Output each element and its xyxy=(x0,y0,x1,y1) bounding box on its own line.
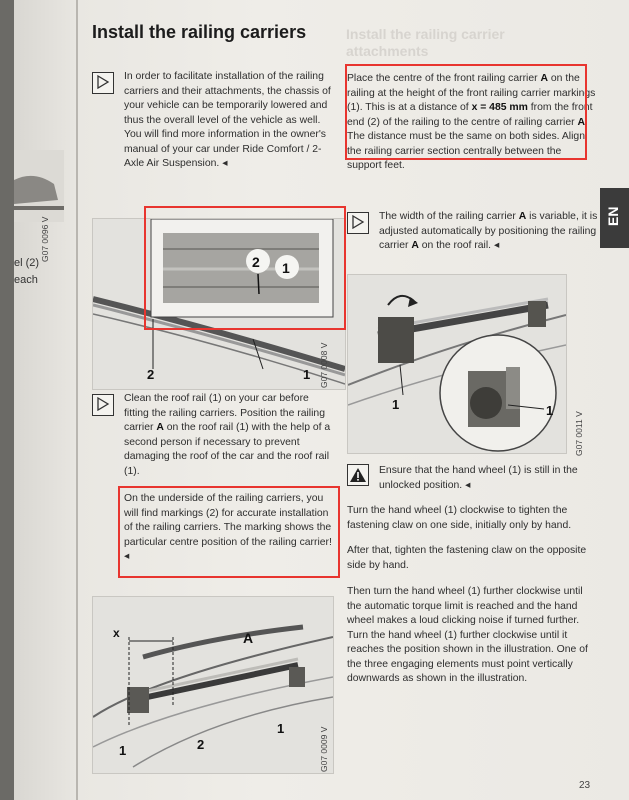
previous-page-figure xyxy=(14,150,64,222)
highlight-box-markings xyxy=(118,486,340,578)
figure3-callout-1b: 1 xyxy=(546,403,554,418)
ghost-heading: Install the railing carrier attachments xyxy=(346,26,505,59)
previous-page-text-2: each xyxy=(14,274,38,286)
inset-callout-2: 2 xyxy=(252,254,260,270)
carrier-position-illustration xyxy=(93,597,333,773)
figure2-callout-1: 1 xyxy=(277,721,285,736)
place-text-part: . The distance must be the same on both sides. Align the railing carrier section centrally between the support feet. xyxy=(347,116,588,171)
figure2-callout-a: A xyxy=(243,630,254,646)
hand-wheel-illustration xyxy=(348,275,566,453)
width-note-text xyxy=(379,210,599,254)
clean-note-bold: A xyxy=(156,422,164,433)
clean-note-text xyxy=(124,392,332,479)
car-seat-illustration xyxy=(14,150,64,222)
previous-page-text-1: el (2) xyxy=(14,257,40,269)
carrier-position-figure xyxy=(92,596,334,774)
manual-page xyxy=(14,0,629,800)
width-note-part: on the roof rail. ◂ xyxy=(418,240,500,251)
figure2-code: G07 0009 V xyxy=(319,726,329,772)
step-text: Turn the hand wheel (1) clockwise to tighten the fastening claw on one side, initially only by hand. xyxy=(347,505,572,531)
figure1-callout-2: 2 xyxy=(147,367,155,382)
width-note-bold: A xyxy=(411,240,419,251)
clean-note-part: Clean the roof rail (1) on your car before fitting the railing carriers. Position the railing carrier xyxy=(124,393,325,433)
inset-callout-1: 1 xyxy=(282,260,290,276)
place-text-part: on the railing at the height of the front railing carrier markings (1). This is at a distance of xyxy=(347,73,596,113)
figure3-code: G07 0011 V xyxy=(574,411,584,456)
figure3-callout-1: 1 xyxy=(392,397,400,412)
figure2-callout-x: x xyxy=(113,626,120,640)
step-text: Then turn the hand wheel (1) further clockwise until the automatic torque limit is reached and the hand wheel makes a loud clicking noise if turned further. Turn the hand wheel (1) further clockwise until it reaches the position shown in the illustration. One of the three engaging elements must point vertically downwards as shown in the illustration. xyxy=(347,586,588,684)
figure1-code: G07 0008 V xyxy=(319,342,329,388)
note-icon xyxy=(92,394,114,416)
place-text-part: from the front end (2) of the railing to the centre of railing carrier xyxy=(347,102,593,128)
page-number: 23 xyxy=(579,780,591,791)
previous-page-edge xyxy=(14,0,78,800)
highlight-box-figure-inset xyxy=(144,206,346,330)
figure2-callout-2: 2 xyxy=(197,737,205,752)
place-text-bold: A xyxy=(540,73,548,84)
previous-figure-code: G07 0096 V xyxy=(40,216,50,262)
place-text-part: Place the centre of the front railing carrier xyxy=(347,73,541,84)
warning-icon xyxy=(347,464,369,486)
place-text-bold: x = 485 mm xyxy=(471,102,528,113)
language-tab xyxy=(600,188,629,248)
warning-note-text: Ensure that the hand wheel (1) is still in the unlocked position. ◂ xyxy=(379,465,578,491)
language-tab-label: EN xyxy=(605,206,621,226)
page-title: Install the railing carriers xyxy=(92,22,307,42)
note-icon xyxy=(347,212,369,234)
step-text: After that, tighten the fastening claw on the opposite side by hand. xyxy=(347,545,587,571)
figure2-callout-1b: 1 xyxy=(119,743,127,758)
figure1-callout-1: 1 xyxy=(303,367,311,382)
hand-wheel-figure xyxy=(347,274,567,454)
width-note-part: The width of the railing carrier xyxy=(379,211,519,222)
highlight-box-place-text xyxy=(345,64,587,160)
width-note-bold: A xyxy=(518,211,527,222)
note-icon xyxy=(92,72,114,94)
intro-note-text: In order to facilitate installation of the railing carriers and their attachments, the chassis of your vehicle can be temporarily lowered and thus the overall level of the vehicle as well. You will find more information in the owner's manual of your car under Ride Comfort / 2-Axle Air Suspension. ◂ xyxy=(124,71,331,169)
width-note-part: is variable, it is adjusted automatically by positioning the railing carrier xyxy=(379,211,598,251)
markings-text: On the underside of the railing carriers, you will find markings (2) for accurate installation of the railing carriers. The marking shows the particular centre position of the railing carrier! ◂ xyxy=(124,493,332,562)
place-text-bold: A xyxy=(577,116,585,128)
clean-note-part: on the roof rail (1) with the help of a second person if necessary to prevent damaging the roof of the car and the roof rail (1). xyxy=(124,422,331,477)
